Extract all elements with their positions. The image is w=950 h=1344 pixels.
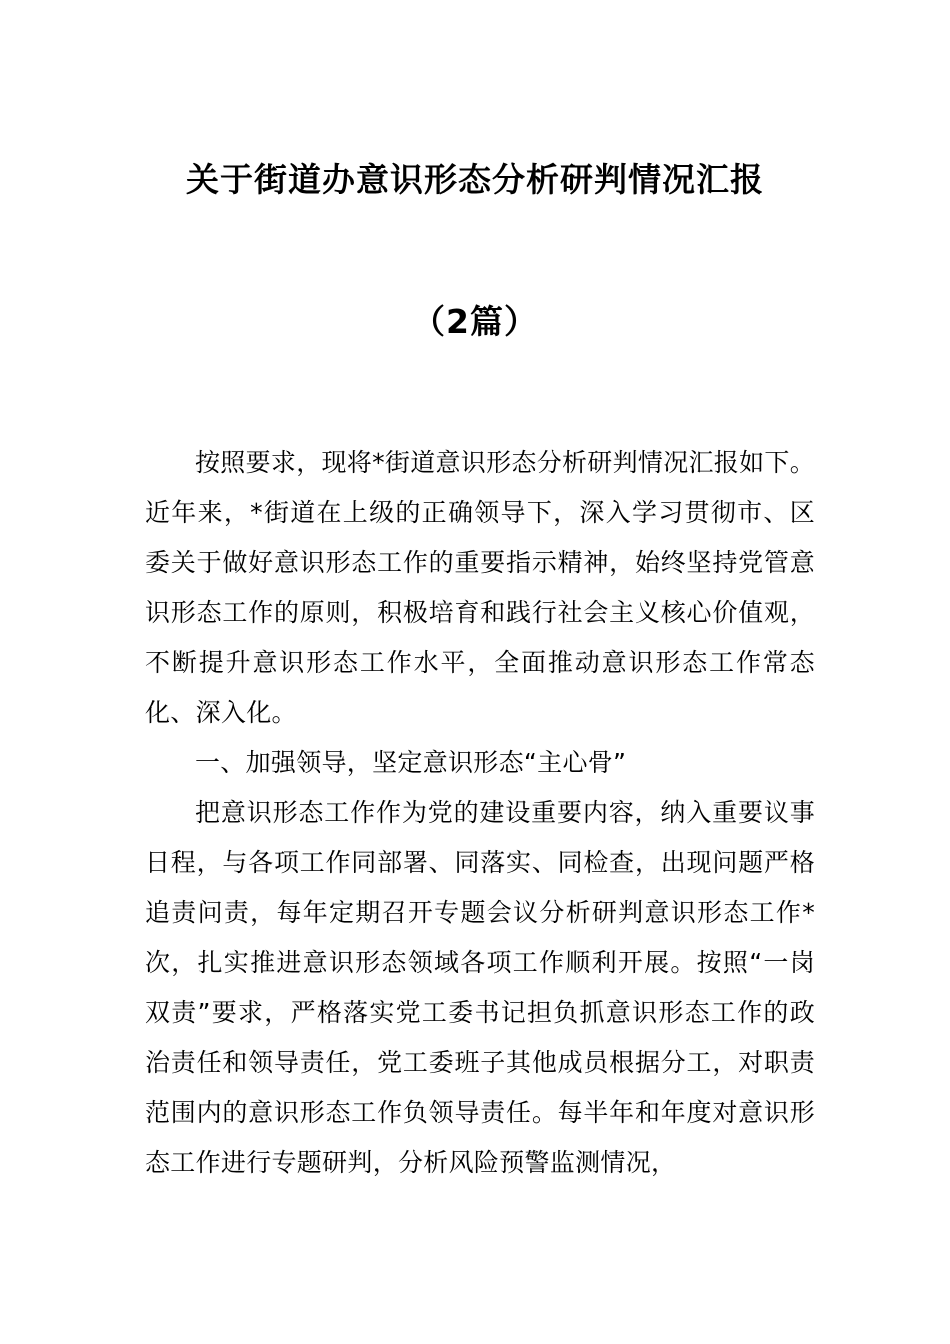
intro-paragraph: 按照要求，现将*街道意识形态分析研判情况汇报如下。近年来，*街道在上级的正确领导下，深入学习贯彻市、区委关于做好意识形态工作的重要指示精神，始终坚持党管意识形态工作的原则，积极培育和践行社会主义核心价值观，不断提升意识形态工作水平，全面推动意识形态工作常态化、深入化。	[145, 448, 816, 727]
document-subtitle: （2篇）	[412, 302, 538, 341]
document-title: 关于街道办意识形态分析研判情况汇报	[186, 160, 764, 199]
section-1-paragraph: 把意识形态工作作为党的建设重要内容，纳入重要议事日程，与各项工作同部署、同落实、同检查，出现问题严格追责问责，每年定期召开专题会议分析研判意识形态工作*次，扎实推进意识形态领域各项工作顺利开展。按照“一岗双责”要求，严格落实党工委书记担负抓意识形态工作的政治责任和领导责任，党工委班子其他成员根据分工，对职责范围内的意识形态工作负领导责任。每半年和年度对意识形态工作进行专题研判，分析风险预警监测情况，	[145, 798, 815, 1177]
section-1-heading: 一、加强领导，坚定意识形态“主心骨”	[195, 748, 627, 777]
document-body	[145, 438, 815, 1188]
